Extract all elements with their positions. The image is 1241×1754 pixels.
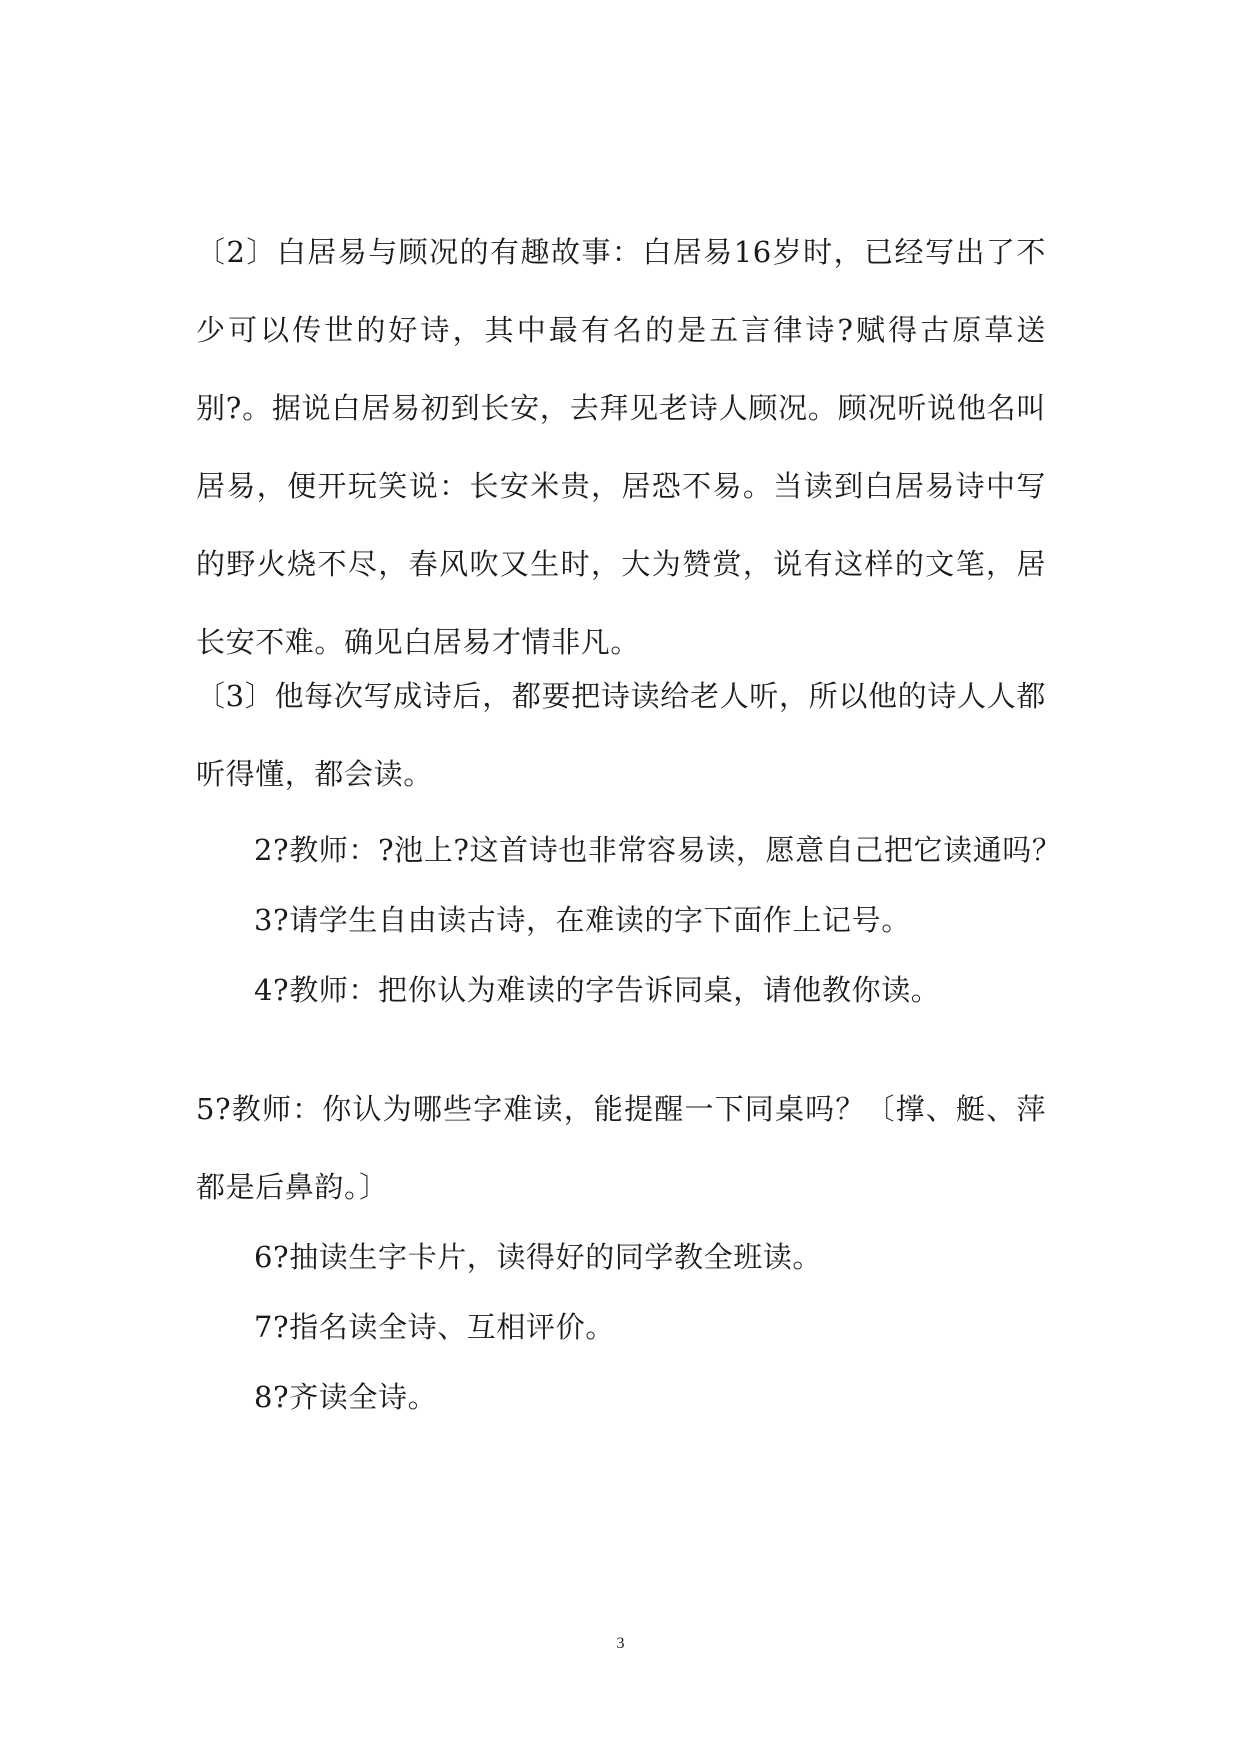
step-3: 3?请学生自由读古诗，在难读的字下面作上记号。 — [254, 903, 911, 937]
page-number: 3 — [616, 1635, 625, 1652]
step-6: 6?抽读生字卡片，读得好的同学教全班读。 — [254, 1240, 822, 1274]
step-2: 2?教师：?池上?这首诗也非常容易读，愿意自己把它读通吗？ — [254, 833, 1062, 867]
paragraph-reading-to-elders: 〔3〕他每次写成诗后，都要把诗读给老人听，所以他的诗人人都听得懂，都会读。 — [196, 679, 1046, 791]
step-5: 5?教师：你认为哪些字难读，能提醒一下同桌吗？〔撑、艇、萍都是后鼻韵。〕 — [196, 1092, 1046, 1204]
step-4: 4?教师：把你认为难读的字告诉同桌，请他教你读。 — [254, 973, 941, 1007]
step-7: 7?指名读全诗、互相评价。 — [254, 1310, 615, 1344]
paragraph-bai-juyi-gu-kuang-story: 〔2〕白居易与顾况的有趣故事：白居易16岁时，已经写出了不少可以传世的好诗，其中最有名的是五言律诗?赋得古原草送别?。据说白居易初到长安，去拜见老诗人顾况。顾况听说他名叫居易，便开玩笑说：长安米贵，居恐不易。当读到白居易诗中写的野火烧不尽，春风吹又生时，大为赞赏，说有这样的文笔，居长安不难。确见白居易才情非凡。 — [196, 235, 1046, 659]
step-8: 8?齐读全诗。 — [254, 1380, 438, 1414]
